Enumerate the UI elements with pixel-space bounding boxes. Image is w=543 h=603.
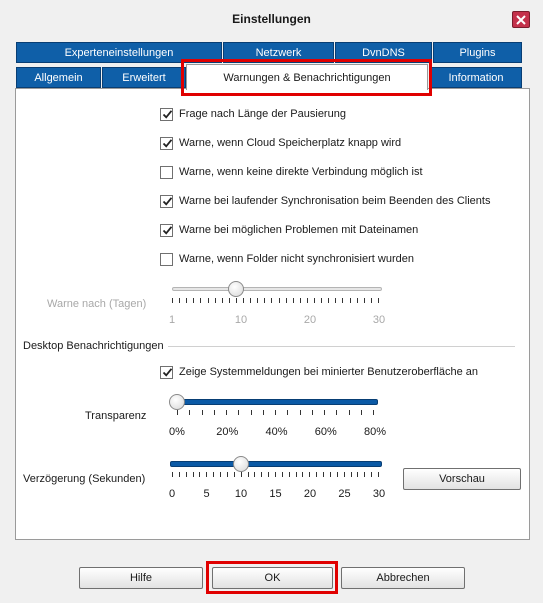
slider-tick bbox=[296, 472, 297, 477]
tab-erweitert[interactable]: Erweitert bbox=[102, 67, 186, 88]
slider-tick bbox=[357, 472, 358, 477]
slider-tick bbox=[323, 472, 324, 477]
tab-information[interactable]: Information bbox=[430, 67, 522, 88]
check-icon bbox=[161, 137, 174, 150]
warn-after-slider-track[interactable] bbox=[172, 287, 382, 291]
slider-tick bbox=[307, 298, 308, 303]
slider-tick bbox=[378, 472, 379, 477]
transparency-label: Transparenz bbox=[85, 410, 147, 422]
slider-tick bbox=[364, 472, 365, 477]
help-button[interactable]: Hilfe bbox=[79, 567, 203, 589]
slider-tick bbox=[193, 298, 194, 303]
slider-tick bbox=[344, 472, 345, 477]
delay-slider-track[interactable] bbox=[170, 461, 382, 467]
slider-tick bbox=[279, 298, 280, 303]
slider-tick bbox=[364, 298, 365, 303]
slider-tick bbox=[350, 298, 351, 303]
checkbox-label: Warne, wenn Cloud Speicherplatz knapp wird bbox=[179, 137, 402, 149]
checkbox-label: Warne bei laufender Synchronisation beim Beenden des Clients bbox=[179, 195, 491, 207]
slider-tick bbox=[351, 472, 352, 477]
warn-after-slider-thumb[interactable] bbox=[228, 281, 244, 297]
slider-tick bbox=[378, 298, 379, 303]
slider-tick bbox=[202, 410, 203, 415]
checkbox-systemmeldungen[interactable] bbox=[160, 364, 478, 380]
slider-tick bbox=[213, 472, 214, 477]
slider-tick bbox=[271, 298, 272, 303]
checkbox-label: Warne, wenn Folder nicht synchronisiert wurden bbox=[179, 253, 414, 265]
slider-tick bbox=[371, 472, 372, 477]
slider-tick bbox=[312, 410, 313, 415]
slider-tick bbox=[286, 298, 287, 303]
checkbox-folder-nicht-synchronisiert[interactable] bbox=[160, 251, 414, 267]
transparency-ticks bbox=[177, 410, 374, 416]
transparency-slider-track[interactable] bbox=[172, 399, 378, 405]
ok-button-highlight bbox=[206, 561, 338, 594]
cancel-button[interactable]: Abbrechen bbox=[341, 567, 465, 589]
slider-tick bbox=[215, 298, 216, 303]
slider-tick bbox=[302, 472, 303, 477]
checkbox-laufende-synchronisation[interactable] bbox=[160, 193, 490, 209]
close-button[interactable] bbox=[512, 11, 530, 28]
slider-tick bbox=[254, 472, 255, 477]
tab-allgemein[interactable]: Allgemein bbox=[16, 67, 101, 88]
tab-dvndns[interactable]: DvnDNS bbox=[335, 42, 432, 63]
slider-tick bbox=[330, 472, 331, 477]
slider-tick bbox=[314, 298, 315, 303]
warn-after-scale: 1 10 20 30 bbox=[168, 314, 386, 326]
slider-tick bbox=[234, 472, 235, 477]
slider-tick bbox=[241, 472, 242, 477]
slider-tick bbox=[275, 410, 276, 415]
transparency-scale: 0% 20% 40% 60% 80% bbox=[169, 426, 387, 438]
checkbox-box[interactable] bbox=[160, 366, 173, 379]
slider-tick bbox=[349, 410, 350, 415]
transparency-slider-thumb[interactable] bbox=[169, 394, 185, 410]
slider-tick bbox=[300, 298, 301, 303]
slider-tick bbox=[199, 472, 200, 477]
slider-tick bbox=[257, 298, 258, 303]
check-icon bbox=[161, 366, 174, 379]
slider-tick bbox=[309, 472, 310, 477]
preview-button[interactable]: Vorschau bbox=[403, 468, 521, 490]
slider-tick bbox=[287, 410, 288, 415]
slider-tick bbox=[251, 410, 252, 415]
slider-tick bbox=[200, 298, 201, 303]
delay-ticks bbox=[172, 472, 379, 478]
slider-tick bbox=[321, 298, 322, 303]
slider-tick bbox=[316, 472, 317, 477]
tab-experteneinstellungen[interactable]: Experteneinstellungen bbox=[16, 42, 222, 63]
slider-tick bbox=[179, 298, 180, 303]
slider-tick bbox=[226, 410, 227, 415]
slider-tick bbox=[179, 472, 180, 477]
checkbox-box[interactable] bbox=[160, 253, 173, 266]
slider-tick bbox=[229, 298, 230, 303]
slider-tick bbox=[193, 472, 194, 477]
slider-tick bbox=[172, 298, 173, 303]
checkbox-label: Warne, wenn keine direkte Verbindung möglich ist bbox=[179, 166, 423, 178]
checkbox-cloud-speicherplatz[interactable] bbox=[160, 135, 401, 151]
slider-tick bbox=[206, 472, 207, 477]
checkbox-label: Frage nach Länge der Pausierung bbox=[179, 108, 346, 120]
checkbox-box[interactable] bbox=[160, 137, 173, 150]
slider-tick bbox=[189, 410, 190, 415]
slider-tick bbox=[275, 472, 276, 477]
checkbox-box[interactable] bbox=[160, 108, 173, 121]
slider-tick bbox=[282, 472, 283, 477]
slider-tick bbox=[324, 410, 325, 415]
slider-tick bbox=[336, 410, 337, 415]
check-icon bbox=[161, 224, 174, 237]
slider-tick bbox=[172, 472, 173, 477]
slider-tick bbox=[186, 472, 187, 477]
warn-after-ticks bbox=[172, 298, 379, 304]
close-icon bbox=[516, 15, 526, 25]
checkbox-dateinamen[interactable] bbox=[160, 222, 418, 238]
slider-tick bbox=[335, 298, 336, 303]
slider-tick bbox=[263, 410, 264, 415]
delay-scale: 0 5 10 15 20 25 30 bbox=[168, 488, 386, 500]
checkbox-box[interactable] bbox=[160, 195, 173, 208]
active-tab-highlight bbox=[181, 59, 432, 96]
window-title: Einstellungen bbox=[232, 12, 311, 26]
check-icon bbox=[161, 195, 174, 208]
slider-tick bbox=[300, 410, 301, 415]
checkbox-frage-pausierung[interactable] bbox=[160, 106, 346, 122]
slider-tick bbox=[264, 298, 265, 303]
tab-netzwerk[interactable]: Netzwerk bbox=[223, 42, 334, 63]
slider-tick bbox=[220, 472, 221, 477]
slider-tick bbox=[208, 298, 209, 303]
section-divider bbox=[168, 346, 515, 347]
checkbox-box[interactable] bbox=[160, 166, 173, 179]
tab-warnungen[interactable]: Warnungen & Benachrichtigungen bbox=[186, 64, 428, 90]
slider-tick bbox=[268, 472, 269, 477]
delay-label: Verzögerung (Sekunden) bbox=[23, 473, 146, 485]
checkbox-direkte-verbindung[interactable] bbox=[160, 164, 423, 180]
delay-slider-thumb[interactable] bbox=[233, 456, 249, 472]
checkbox-box[interactable] bbox=[160, 224, 173, 237]
slider-tick bbox=[222, 298, 223, 303]
slider-tick bbox=[337, 472, 338, 477]
slider-tick bbox=[361, 410, 362, 415]
slider-tick bbox=[293, 298, 294, 303]
slider-tick bbox=[236, 298, 237, 303]
check-icon bbox=[161, 108, 174, 121]
slider-tick bbox=[248, 472, 249, 477]
slider-tick bbox=[186, 298, 187, 303]
slider-tick bbox=[261, 472, 262, 477]
tab-plugins[interactable]: Plugins bbox=[433, 42, 522, 63]
checkbox-label: Zeige Systemmeldungen bei minierter Benutzeroberfläche an bbox=[179, 366, 478, 378]
slider-tick bbox=[289, 472, 290, 477]
ok-button[interactable]: OK bbox=[212, 567, 333, 589]
slider-tick bbox=[342, 298, 343, 303]
slider-tick bbox=[238, 410, 239, 415]
slider-tick bbox=[214, 410, 215, 415]
slider-tick bbox=[250, 298, 251, 303]
slider-tick bbox=[227, 472, 228, 477]
slider-tick bbox=[357, 298, 358, 303]
warn-after-label: Warne nach (Tagen) bbox=[47, 298, 147, 310]
checkbox-label: Warne bei möglichen Problemen mit Dateinamen bbox=[179, 224, 419, 236]
slider-tick bbox=[177, 410, 178, 415]
slider-tick bbox=[371, 298, 372, 303]
desktop-notifications-heading: Desktop Benachrichtigungen bbox=[23, 340, 164, 352]
slider-tick bbox=[243, 298, 244, 303]
slider-tick bbox=[373, 410, 374, 415]
slider-tick bbox=[328, 298, 329, 303]
